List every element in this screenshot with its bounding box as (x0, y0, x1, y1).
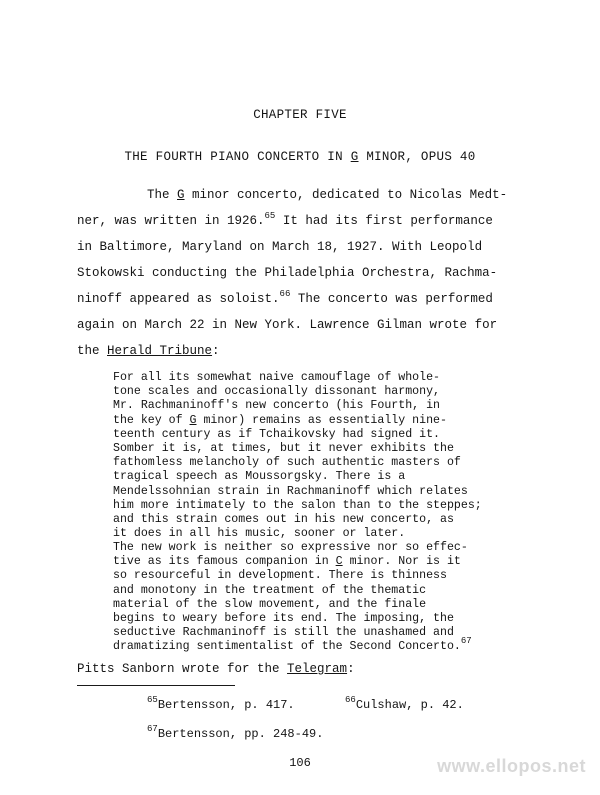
publication-name: Telegram (287, 662, 348, 676)
text-line: Stokowski conducting the Philadelphia Orchestra, Rachma- (77, 266, 498, 280)
footnote-67: $^{67}$Bertensson, pp. 248-49. (147, 724, 324, 741)
text-line: the Herald Tribune: (77, 344, 220, 358)
footnote-65: $^{65}$Bertensson, p. 417. (147, 695, 295, 712)
text-line: in Baltimore, Maryland on March 18, 1927. With Leopold (77, 240, 483, 254)
block-quote-gilman (113, 371, 543, 541)
quote-line: Mr. Rachmaninoff's new concerto (his Fourth, in (113, 399, 440, 413)
footnote-66: $^{66}$Culshaw, p. 42. (345, 695, 464, 712)
footnote-ref: 65 (264, 211, 276, 221)
paragraph-sanborn (77, 656, 537, 682)
text-line: ner, was written in 1926.65 It had its first performance (77, 211, 493, 228)
quote-line: begins to weary before its end. The imposing, the (113, 611, 454, 625)
text-line: Pitts Sanborn wrote for the Telegram: (77, 662, 355, 676)
text-line: The G minor concerto, dedicated to Nicolas Medt- (147, 188, 508, 202)
page-number: 106 (289, 756, 311, 770)
quote-line: tragical speech as Moussorgsky. There is a (113, 470, 406, 484)
chapter-subtitle: THE FOURTH PIANO CONCERTO IN G MINOR, OPUS 40 (124, 150, 476, 164)
text-line: ninoff appeared as soloist.$^{66}$ The concerto was performed (77, 289, 493, 306)
quote-line: it does in all his music, sooner or later. (113, 527, 406, 541)
quote-line: Somber it is, at times, but it never exhibits the (113, 441, 454, 455)
text-line: again on March 22 in New York. Lawrence Gilman wrote for (77, 318, 498, 332)
subtitle-key: G (350, 150, 359, 164)
quote-line: fathomless melancholy of such authentic masters of (113, 456, 461, 470)
quote-line: and monotony in the treatment of the thematic (113, 583, 427, 597)
footnote-ref: 67 (460, 636, 472, 647)
quote-line: For all its somewhat naive camouflage of whole- (113, 371, 440, 384)
publication-name: Herald Tribune (107, 344, 213, 358)
block-quote-gilman-continued (113, 541, 543, 655)
quote-line: him more intimately to the salon than to the steppes; (113, 498, 482, 512)
quote-line: tive as its famous companion in C minor. Nor is it (113, 555, 461, 569)
paragraph-intro (77, 182, 537, 364)
quote-line: and this strain comes out in his new concerto, as (113, 512, 454, 526)
quote-line: teenth century as if Tchaikovsky had signed it. (113, 427, 440, 441)
footnote-ref: 66 (279, 289, 291, 299)
chapter-title: CHAPTER FIVE (253, 108, 347, 122)
watermark: www.ellopos.net (437, 756, 586, 776)
quote-line: Mendelssohnian strain in Rachmaninoff which relates (113, 484, 468, 498)
footnote-divider (77, 685, 235, 686)
quote-line: seductive Rachmaninoff is still the unashamed and (113, 626, 454, 640)
quote-line: so resourceful in development. There is thinness (113, 569, 447, 583)
quote-line: tone scales and occasionally dissonant harmony, (113, 385, 440, 399)
quote-line: The new work is neither so expressive nor so effec- (113, 541, 468, 554)
quote-line: the key of G minor) remains as essentially nine- (113, 413, 447, 427)
quote-line: dramatizing sentimentalist of the Second Concerto.$^{67}$ (113, 636, 472, 654)
quote-line: material of the slow movement, and the finale (113, 597, 427, 611)
